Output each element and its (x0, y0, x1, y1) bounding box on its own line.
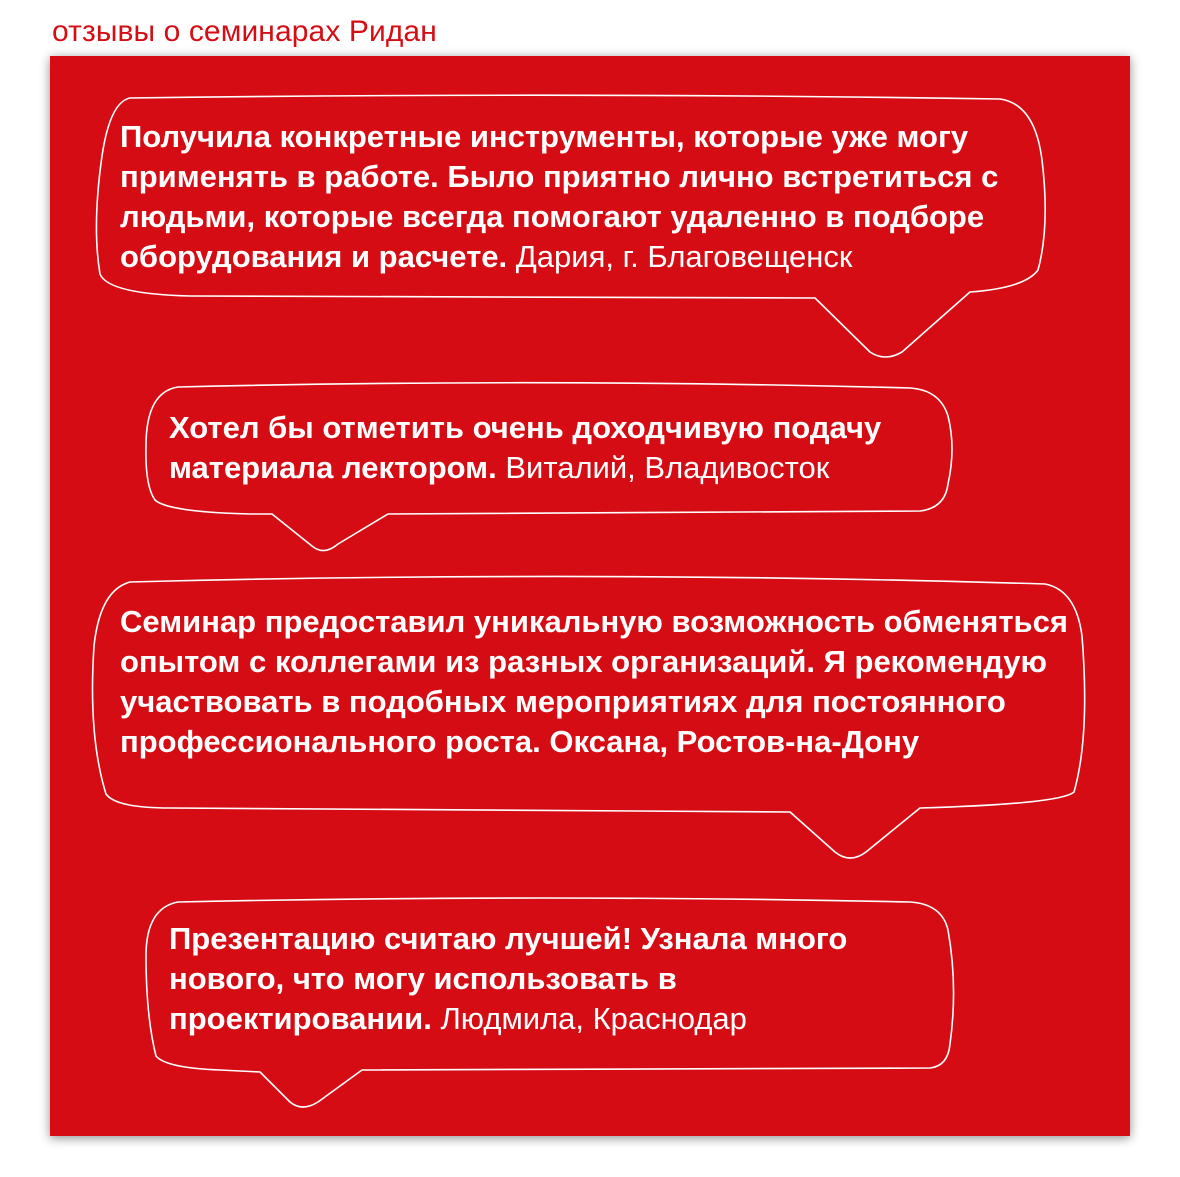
review-text: Получила конкретные инструменты, которые уже могу применять в работе. Было приятно лично встретиться с людьми, которые всегда помогают удаленно в подборе оборудования и расчете. (120, 119, 999, 274)
review-author: Дария, г. Благовещенск (515, 239, 853, 274)
page-title: отзывы о семинарах Ридан (52, 15, 437, 48)
reviews-panel (50, 56, 1130, 1136)
review-author: Людмила, Краснодар (440, 1001, 747, 1036)
review-text: Хотел бы отметить очень доходчивую подачу материала лектором. (169, 410, 882, 485)
review-quote (169, 408, 949, 488)
review-author: Виталий, Владивосток (505, 450, 830, 485)
review-text: Презентацию считаю лучшей! Узнала много нового, что могу использовать в проектировании. (169, 921, 848, 1036)
review-text: Семинар предоставил уникальную возможность обменяться опытом с коллегами из разных организаций. Я рекомендую участвовать в подобных мероприятиях для постоянного профессионального роста. Оксана, Ростов-на-Дону (120, 604, 1068, 759)
review-quote (169, 919, 909, 1039)
review-quote (120, 117, 1080, 277)
review-quote (120, 602, 1085, 762)
